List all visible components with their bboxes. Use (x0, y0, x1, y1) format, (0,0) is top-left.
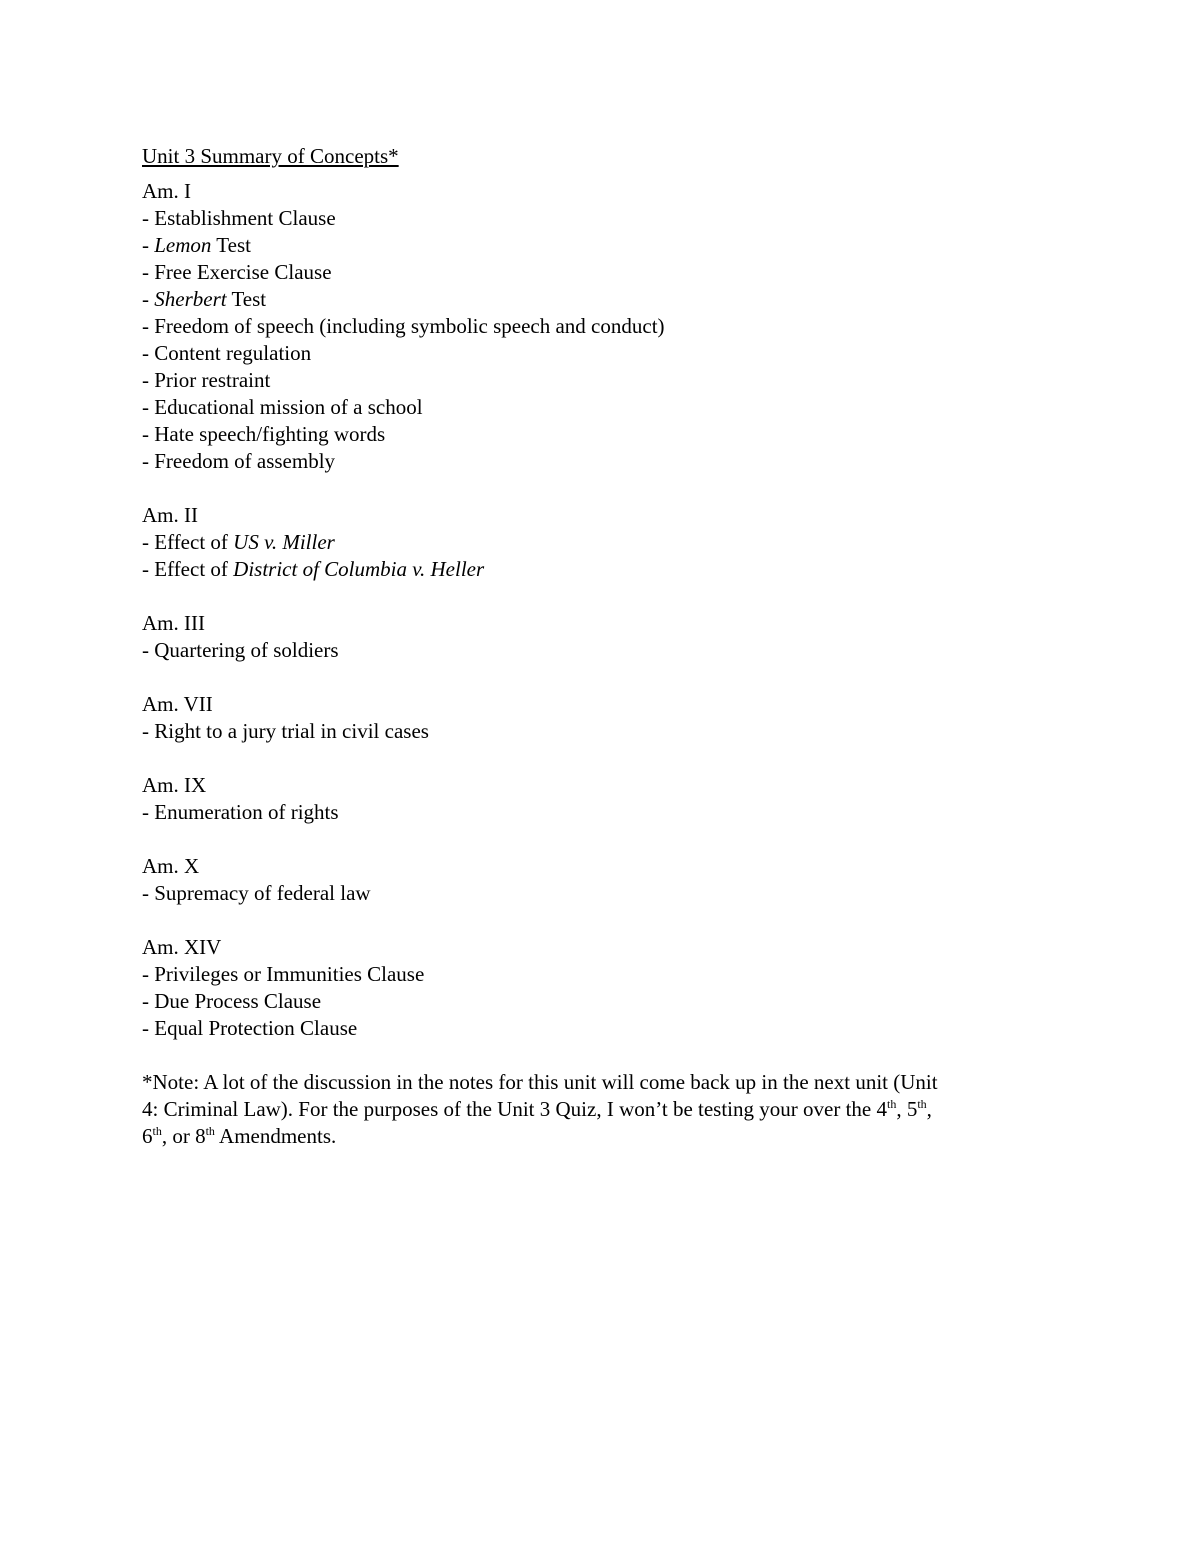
note-text: , 5 (896, 1097, 918, 1121)
concept-item (142, 259, 1052, 286)
note-text: 6 (142, 1124, 153, 1148)
concept-text: Freedom of assembly (154, 449, 336, 473)
concept-text: Content regulation (154, 341, 312, 365)
bullet-dash: - (142, 638, 155, 662)
concept-text: Hate speech/fighting words (154, 422, 386, 446)
concept-item (142, 367, 1052, 394)
amendment-heading: Am. I (142, 179, 191, 203)
ordinal-suffix: th (917, 1097, 927, 1111)
note-text: , (926, 1097, 932, 1121)
concept-item (142, 961, 1052, 988)
case-name: Sherbert (154, 287, 227, 311)
amendment-section (142, 853, 1052, 907)
concept-item (142, 988, 1052, 1015)
concept-item (142, 799, 1052, 826)
concept-item (142, 718, 1052, 745)
concept-text: Quartering of soldiers (154, 638, 339, 662)
amendment-heading: Am. X (142, 854, 200, 878)
note-line (142, 1123, 1052, 1150)
concept-text: Equal Protection Clause (154, 1016, 358, 1040)
concept-item (142, 880, 1052, 907)
amendment-heading: Am. VII (142, 692, 213, 716)
concept-text: Establishment Clause (154, 206, 336, 230)
amendment-sections (142, 178, 1052, 1042)
concept-text: Enumeration of rights (154, 800, 339, 824)
ordinal-suffix: th (152, 1124, 162, 1138)
document-page (142, 143, 1052, 1150)
concept-text: Privileges or Immunities Clause (154, 962, 425, 986)
ordinal-suffix: th (205, 1124, 215, 1138)
bullet-dash: - (142, 341, 155, 365)
concept-text: Educational mission of a school (154, 395, 423, 419)
amendment-heading: Am. II (142, 503, 198, 527)
bullet-dash: - (142, 260, 155, 284)
amendment-section (142, 610, 1052, 664)
amendment-section (142, 691, 1052, 745)
concept-item (142, 1015, 1052, 1042)
bullet-dash: - (142, 1016, 155, 1040)
concept-text: Due Process Clause (154, 989, 322, 1013)
bullet-dash: - (142, 557, 155, 581)
note-text: , or 8 (161, 1124, 206, 1148)
concept-item (142, 340, 1052, 367)
concept-item (142, 232, 1052, 259)
bullet-dash: - (142, 881, 155, 905)
bullet-dash: - (142, 368, 155, 392)
case-name: US v. Miller (233, 530, 335, 554)
amendment-section (142, 934, 1052, 1042)
case-name: District of Columbia v. Heller (233, 557, 485, 581)
case-name: Lemon (154, 233, 212, 257)
concept-text: Effect of (154, 530, 234, 554)
bullet-dash: - (142, 233, 155, 257)
amendment-section (142, 178, 1052, 475)
bullet-dash: - (142, 800, 155, 824)
concept-text: Freedom of speech (including symbolic speech and conduct) (154, 314, 665, 338)
bullet-dash: - (142, 962, 155, 986)
concept-item (142, 421, 1052, 448)
amendment-heading: Am. XIV (142, 935, 222, 959)
footnote (142, 1069, 1052, 1150)
amendment-section (142, 502, 1052, 583)
note-text: Amendments. (214, 1124, 337, 1148)
concept-text: Supremacy of federal law (154, 881, 371, 905)
note-text: 4: Criminal Law). For the purposes of the Unit 3 Quiz, I won’t be testing your over the 4 (142, 1097, 887, 1121)
bullet-dash: - (142, 719, 155, 743)
note-line (142, 1069, 1052, 1096)
amendment-section (142, 772, 1052, 826)
concept-item (142, 448, 1052, 475)
concept-text: Prior restraint (154, 368, 271, 392)
concept-item (142, 205, 1052, 232)
concept-item (142, 313, 1052, 340)
bullet-dash: - (142, 530, 155, 554)
concept-item (142, 529, 1052, 556)
concept-text: Free Exercise Clause (154, 260, 332, 284)
concept-item (142, 286, 1052, 313)
ordinal-suffix: th (886, 1097, 897, 1111)
concept-text: Effect of (154, 557, 234, 581)
bullet-dash: - (142, 989, 155, 1013)
concept-item (142, 556, 1052, 583)
note-text: *Note: A lot of the discussion in the notes for this unit will come back up in the next unit (Unit (142, 1070, 938, 1094)
note-line (142, 1096, 1052, 1123)
document-title: Unit 3 Summary of Concepts* (142, 144, 399, 168)
concept-item (142, 394, 1052, 421)
bullet-dash: - (142, 395, 155, 419)
bullet-dash: - (142, 206, 155, 230)
bullet-dash: - (142, 422, 155, 446)
concept-text: Test (211, 233, 251, 257)
amendment-heading: Am. III (142, 611, 205, 635)
amendment-heading: Am. IX (142, 773, 207, 797)
bullet-dash: - (142, 287, 155, 311)
bullet-dash: - (142, 314, 155, 338)
concept-item (142, 637, 1052, 664)
concept-text: Test (226, 287, 267, 311)
bullet-dash: - (142, 449, 155, 473)
concept-text: Right to a jury trial in civil cases (154, 719, 429, 743)
